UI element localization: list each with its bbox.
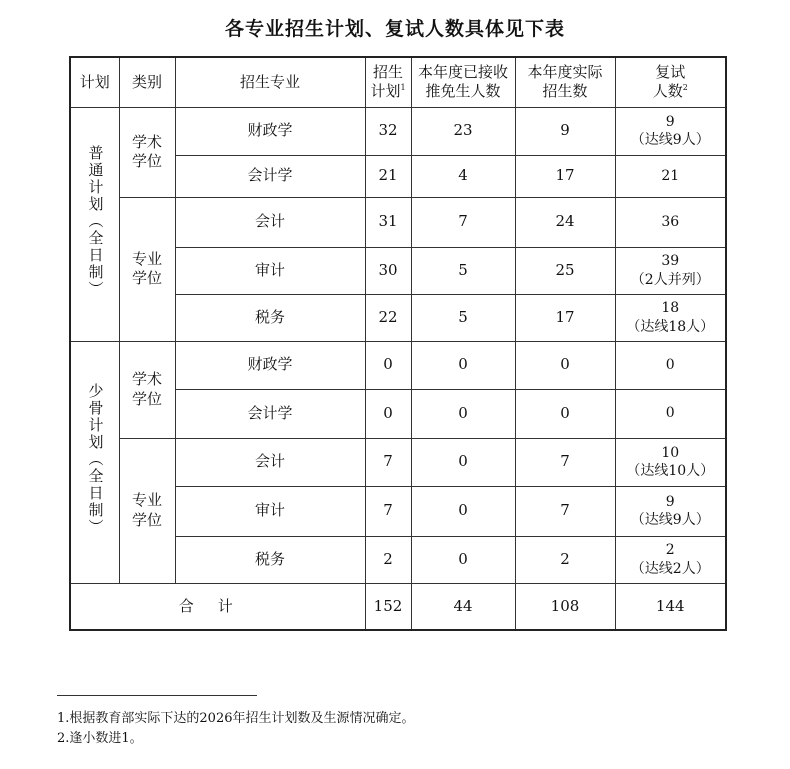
- footnote-1: 1.根据教育部实际下达的2026年招生计划数及生源情况确定。: [57, 711, 415, 726]
- retest-note: （达线2人）: [630, 560, 710, 577]
- total-actual: 108: [515, 583, 615, 630]
- major-cell: 税务: [175, 294, 365, 341]
- actual-cell: 25: [515, 247, 615, 294]
- major-cell: 会计: [175, 438, 365, 486]
- quota-cell: 7: [365, 438, 411, 486]
- total-exempt: 44: [411, 583, 515, 630]
- retest-note: （达线9人）: [630, 132, 710, 148]
- retest-note: （达线9人）: [630, 512, 710, 528]
- footnote-divider: [57, 695, 257, 696]
- quota-cell: 32: [365, 107, 411, 155]
- actual-cell: 17: [515, 294, 615, 341]
- actual-cell: 0: [515, 341, 615, 389]
- category-cell: 专业学位: [119, 438, 175, 583]
- quota-cell: 0: [365, 389, 411, 438]
- header-quota: 招生 计划$^1$: [365, 57, 411, 107]
- header-exempt: 本年度已接收 推免生人数: [411, 57, 515, 107]
- major-cell: 财政学: [175, 341, 365, 389]
- retest-cell: 21: [615, 155, 726, 197]
- retest-cell: 9 （达线9人）: [615, 486, 726, 536]
- retest-cell: 2 （达线2人）: [615, 536, 726, 583]
- major-cell: 会计学: [175, 155, 365, 197]
- exempt-cell: 23: [411, 107, 515, 155]
- actual-cell: 7: [515, 438, 615, 486]
- plan-name-cell: 少骨计划（全日制）: [70, 341, 119, 583]
- major-cell: 会计学: [175, 389, 365, 438]
- page-title: 各专业招生计划、复试人数具体见下表: [224, 18, 565, 40]
- total-quota: 152: [365, 583, 411, 630]
- header-plan: 计划: [70, 57, 119, 107]
- exempt-cell: 0: [411, 341, 515, 389]
- header-retest: 复试 人数$^2$: [615, 57, 726, 107]
- header-major: 招生专业: [175, 57, 365, 107]
- table-row: [70, 197, 726, 247]
- exempt-cell: 5: [411, 294, 515, 341]
- retest-note: （2人并列）: [630, 271, 710, 288]
- actual-cell: 9: [515, 107, 615, 155]
- retest-cell: 9 （达线9人）: [615, 107, 726, 155]
- total-retest: 144: [615, 583, 726, 630]
- header-row: [70, 57, 726, 107]
- exempt-cell: 0: [411, 486, 515, 536]
- retest-cell: 39 （2人并列）: [615, 247, 726, 294]
- quota-cell: 7: [365, 486, 411, 536]
- quota-cell: 22: [365, 294, 411, 341]
- exempt-cell: 7: [411, 197, 515, 247]
- category-cell: 专业学位: [119, 197, 175, 341]
- quota-cell: 2: [365, 536, 411, 583]
- exempt-cell: 0: [411, 438, 515, 486]
- quota-cell: 21: [365, 155, 411, 197]
- retest-note: （达线10人）: [626, 463, 715, 479]
- major-cell: 审计: [175, 486, 365, 536]
- actual-cell: 0: [515, 389, 615, 438]
- exempt-cell: 0: [411, 389, 515, 438]
- quota-cell: 0: [365, 341, 411, 389]
- retest-cell: 0: [615, 389, 726, 438]
- major-cell: 财政学: [175, 107, 365, 155]
- exempt-cell: 5: [411, 247, 515, 294]
- major-cell: 税务: [175, 536, 365, 583]
- category-cell: 学术学位: [119, 341, 175, 438]
- table-row: [70, 341, 726, 389]
- exempt-cell: 0: [411, 536, 515, 583]
- major-cell: 审计: [175, 247, 365, 294]
- quota-cell: 30: [365, 247, 411, 294]
- actual-cell: 2: [515, 536, 615, 583]
- retest-note: （达线18人）: [626, 318, 715, 335]
- plan-name-cell: 普通计划（全日制）: [70, 107, 119, 341]
- table-row: [70, 107, 726, 155]
- footnote-2: 2.逢小数进1。: [57, 731, 143, 746]
- actual-cell: 17: [515, 155, 615, 197]
- total-label: 合计: [70, 583, 365, 630]
- retest-cell: 10 （达线10人）: [615, 438, 726, 486]
- major-cell: 会计: [175, 197, 365, 247]
- retest-cell: 0: [615, 341, 726, 389]
- exempt-cell: 4: [411, 155, 515, 197]
- table-row: [70, 438, 726, 486]
- quota-cell: 31: [365, 197, 411, 247]
- admissions-table: [69, 56, 727, 631]
- header-category: 类别: [119, 57, 175, 107]
- retest-cell: 18 （达线18人）: [615, 294, 726, 341]
- category-cell: 学术学位: [119, 107, 175, 197]
- retest-cell: 36: [615, 197, 726, 247]
- total-row: [70, 583, 726, 630]
- actual-cell: 24: [515, 197, 615, 247]
- header-actual: 本年度实际 招生数: [515, 57, 615, 107]
- actual-cell: 7: [515, 486, 615, 536]
